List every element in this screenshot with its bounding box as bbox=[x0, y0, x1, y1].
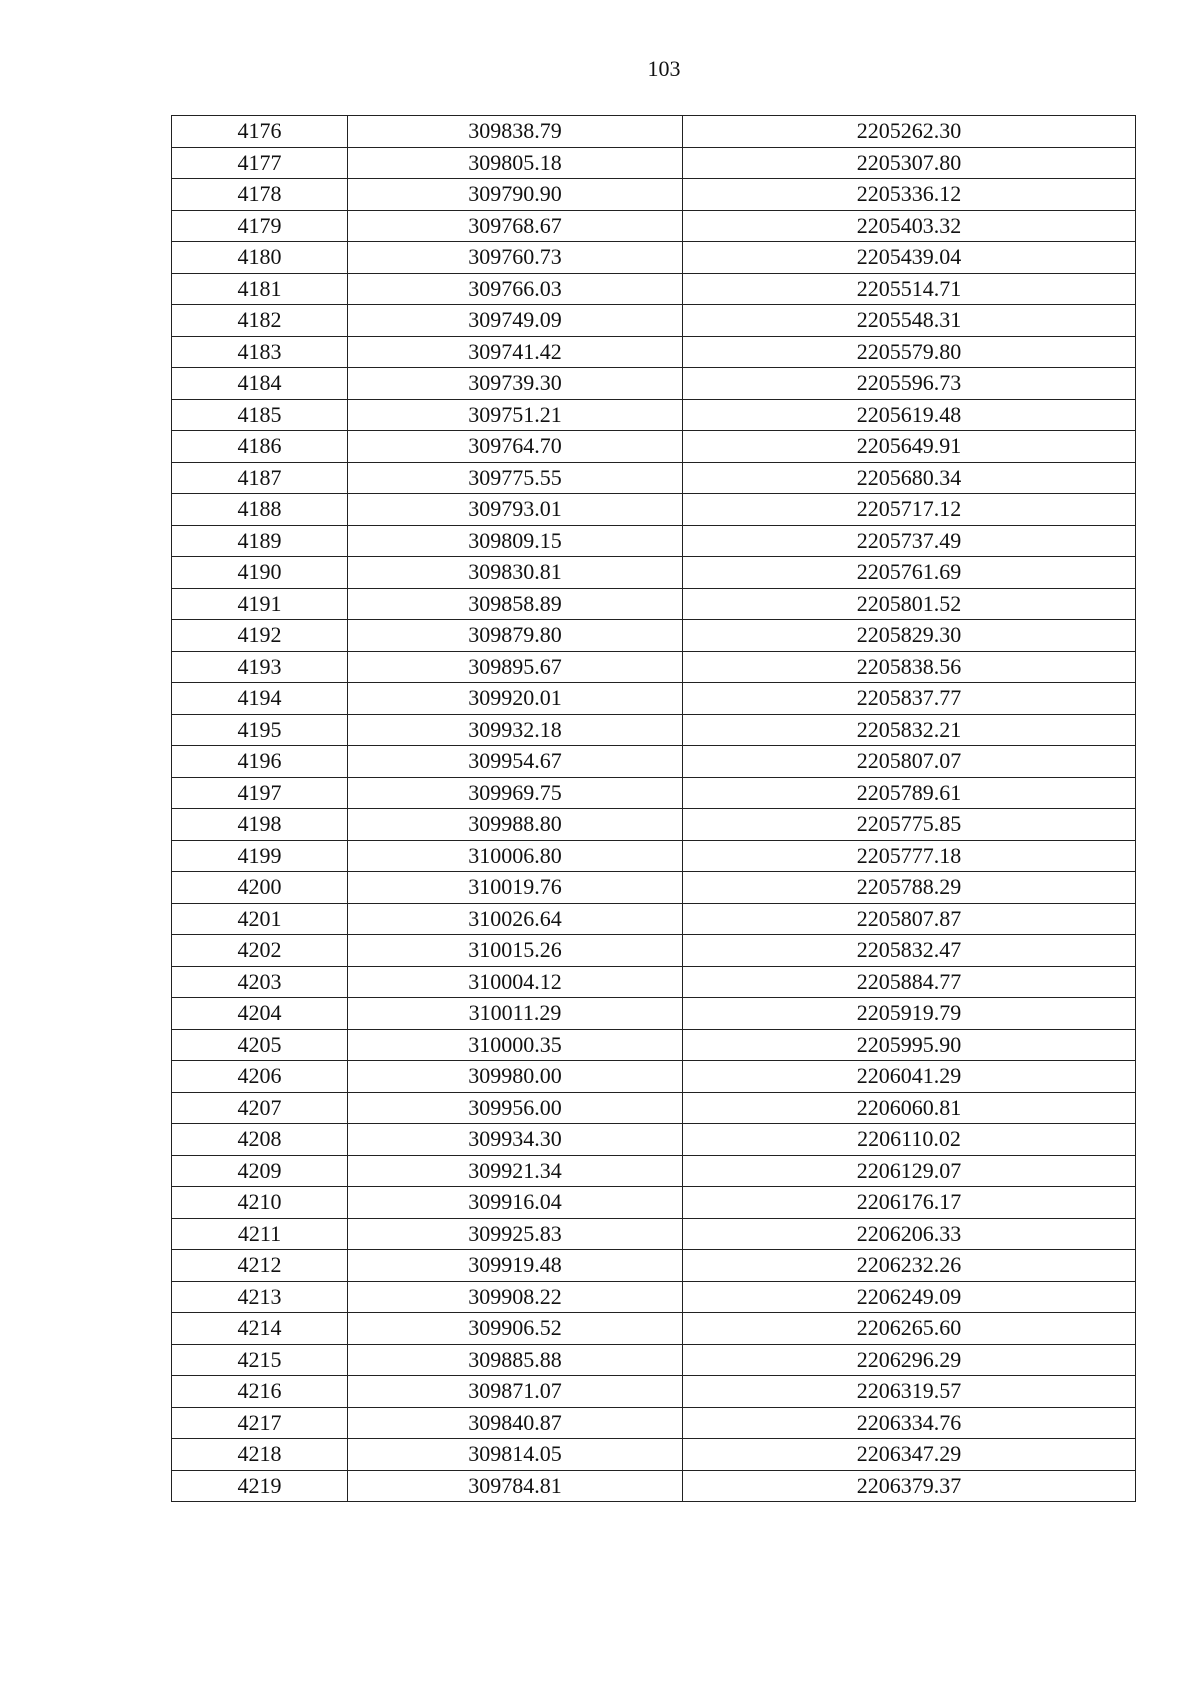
table-row bbox=[172, 368, 1136, 400]
x-coordinate-cell: 309741.42 bbox=[348, 336, 683, 368]
y-coordinate-cell: 2206334.76 bbox=[683, 1407, 1136, 1439]
x-coordinate-cell: 309739.30 bbox=[348, 368, 683, 400]
y-coordinate-cell: 2205807.07 bbox=[683, 746, 1136, 778]
y-coordinate-cell: 2205777.18 bbox=[683, 840, 1136, 872]
point-id-cell: 4206 bbox=[172, 1061, 348, 1093]
point-id-cell: 4219 bbox=[172, 1470, 348, 1502]
y-coordinate-cell: 2205884.77 bbox=[683, 966, 1136, 998]
y-coordinate-cell: 2206379.37 bbox=[683, 1470, 1136, 1502]
point-id-cell: 4177 bbox=[172, 147, 348, 179]
x-coordinate-cell: 309921.34 bbox=[348, 1155, 683, 1187]
point-id-cell: 4201 bbox=[172, 903, 348, 935]
point-id-cell: 4205 bbox=[172, 1029, 348, 1061]
table-row bbox=[172, 1470, 1136, 1502]
table-row bbox=[172, 1439, 1136, 1471]
x-coordinate-cell: 310006.80 bbox=[348, 840, 683, 872]
y-coordinate-cell: 2206296.29 bbox=[683, 1344, 1136, 1376]
point-id-cell: 4204 bbox=[172, 998, 348, 1030]
point-id-cell: 4211 bbox=[172, 1218, 348, 1250]
x-coordinate-cell: 309809.15 bbox=[348, 525, 683, 557]
y-coordinate-cell: 2205832.21 bbox=[683, 714, 1136, 746]
y-coordinate-cell: 2206110.02 bbox=[683, 1124, 1136, 1156]
y-coordinate-cell: 2205596.73 bbox=[683, 368, 1136, 400]
point-id-cell: 4195 bbox=[172, 714, 348, 746]
table-row bbox=[172, 305, 1136, 337]
table-row bbox=[172, 273, 1136, 305]
y-coordinate-cell: 2205919.79 bbox=[683, 998, 1136, 1030]
table-row bbox=[172, 998, 1136, 1030]
y-coordinate-cell: 2206176.17 bbox=[683, 1187, 1136, 1219]
page-number: 103 bbox=[647, 56, 681, 81]
x-coordinate-cell: 309895.67 bbox=[348, 651, 683, 683]
x-coordinate-cell: 309934.30 bbox=[348, 1124, 683, 1156]
y-coordinate-cell: 2206249.09 bbox=[683, 1281, 1136, 1313]
y-coordinate-cell: 2205649.91 bbox=[683, 431, 1136, 463]
x-coordinate-cell: 310026.64 bbox=[348, 903, 683, 935]
x-coordinate-cell: 309916.04 bbox=[348, 1187, 683, 1219]
y-coordinate-cell: 2205680.34 bbox=[683, 462, 1136, 494]
x-coordinate-cell: 309766.03 bbox=[348, 273, 683, 305]
table-row bbox=[172, 903, 1136, 935]
table-row bbox=[172, 1061, 1136, 1093]
table-row bbox=[172, 1155, 1136, 1187]
point-id-cell: 4216 bbox=[172, 1376, 348, 1408]
table-row bbox=[172, 1092, 1136, 1124]
x-coordinate-cell: 310015.26 bbox=[348, 935, 683, 967]
point-id-cell: 4189 bbox=[172, 525, 348, 557]
point-id-cell: 4200 bbox=[172, 872, 348, 904]
x-coordinate-cell: 309760.73 bbox=[348, 242, 683, 274]
table-row bbox=[172, 179, 1136, 211]
x-coordinate-cell: 309871.07 bbox=[348, 1376, 683, 1408]
point-id-cell: 4209 bbox=[172, 1155, 348, 1187]
y-coordinate-cell: 2205579.80 bbox=[683, 336, 1136, 368]
point-id-cell: 4208 bbox=[172, 1124, 348, 1156]
x-coordinate-cell: 309988.80 bbox=[348, 809, 683, 841]
y-coordinate-cell: 2205775.85 bbox=[683, 809, 1136, 841]
y-coordinate-cell: 2205403.32 bbox=[683, 210, 1136, 242]
y-coordinate-cell: 2206041.29 bbox=[683, 1061, 1136, 1093]
table-row bbox=[172, 116, 1136, 148]
point-id-cell: 4213 bbox=[172, 1281, 348, 1313]
y-coordinate-cell: 2206060.81 bbox=[683, 1092, 1136, 1124]
point-id-cell: 4192 bbox=[172, 620, 348, 652]
table-row bbox=[172, 620, 1136, 652]
x-coordinate-cell: 309885.88 bbox=[348, 1344, 683, 1376]
x-coordinate-cell: 309805.18 bbox=[348, 147, 683, 179]
x-coordinate-cell: 310011.29 bbox=[348, 998, 683, 1030]
coordinate-table bbox=[171, 115, 1136, 1502]
table-row bbox=[172, 210, 1136, 242]
y-coordinate-cell: 2206319.57 bbox=[683, 1376, 1136, 1408]
point-id-cell: 4178 bbox=[172, 179, 348, 211]
point-id-cell: 4184 bbox=[172, 368, 348, 400]
y-coordinate-cell: 2206206.33 bbox=[683, 1218, 1136, 1250]
point-id-cell: 4210 bbox=[172, 1187, 348, 1219]
x-coordinate-cell: 309830.81 bbox=[348, 557, 683, 589]
x-coordinate-cell: 309920.01 bbox=[348, 683, 683, 715]
table-row bbox=[172, 746, 1136, 778]
x-coordinate-cell: 309969.75 bbox=[348, 777, 683, 809]
point-id-cell: 4182 bbox=[172, 305, 348, 337]
point-id-cell: 4183 bbox=[172, 336, 348, 368]
y-coordinate-cell: 2205837.77 bbox=[683, 683, 1136, 715]
table-row bbox=[172, 1124, 1136, 1156]
point-id-cell: 4176 bbox=[172, 116, 348, 148]
table-row bbox=[172, 683, 1136, 715]
point-id-cell: 4191 bbox=[172, 588, 348, 620]
x-coordinate-cell: 310019.76 bbox=[348, 872, 683, 904]
table-row bbox=[172, 557, 1136, 589]
y-coordinate-cell: 2205832.47 bbox=[683, 935, 1136, 967]
y-coordinate-cell: 2205262.30 bbox=[683, 116, 1136, 148]
y-coordinate-cell: 2206265.60 bbox=[683, 1313, 1136, 1345]
y-coordinate-cell: 2205439.04 bbox=[683, 242, 1136, 274]
x-coordinate-cell: 309840.87 bbox=[348, 1407, 683, 1439]
y-coordinate-cell: 2205336.12 bbox=[683, 179, 1136, 211]
table-row bbox=[172, 1281, 1136, 1313]
x-coordinate-cell: 309751.21 bbox=[348, 399, 683, 431]
table-row bbox=[172, 966, 1136, 998]
x-coordinate-cell: 310004.12 bbox=[348, 966, 683, 998]
table-row bbox=[172, 1313, 1136, 1345]
x-coordinate-cell: 309768.67 bbox=[348, 210, 683, 242]
table-row bbox=[172, 399, 1136, 431]
y-coordinate-cell: 2206232.26 bbox=[683, 1250, 1136, 1282]
y-coordinate-cell: 2205548.31 bbox=[683, 305, 1136, 337]
coordinate-table-body bbox=[172, 116, 1136, 1502]
x-coordinate-cell: 309764.70 bbox=[348, 431, 683, 463]
x-coordinate-cell: 309775.55 bbox=[348, 462, 683, 494]
table-row bbox=[172, 777, 1136, 809]
table-row bbox=[172, 336, 1136, 368]
y-coordinate-cell: 2205307.80 bbox=[683, 147, 1136, 179]
x-coordinate-cell: 309858.89 bbox=[348, 588, 683, 620]
point-id-cell: 4194 bbox=[172, 683, 348, 715]
point-id-cell: 4185 bbox=[172, 399, 348, 431]
y-coordinate-cell: 2205995.90 bbox=[683, 1029, 1136, 1061]
y-coordinate-cell: 2205737.49 bbox=[683, 525, 1136, 557]
table-row bbox=[172, 1029, 1136, 1061]
x-coordinate-cell: 309879.80 bbox=[348, 620, 683, 652]
x-coordinate-cell: 309932.18 bbox=[348, 714, 683, 746]
table-row bbox=[172, 525, 1136, 557]
point-id-cell: 4217 bbox=[172, 1407, 348, 1439]
point-id-cell: 4215 bbox=[172, 1344, 348, 1376]
y-coordinate-cell: 2206129.07 bbox=[683, 1155, 1136, 1187]
y-coordinate-cell: 2205807.87 bbox=[683, 903, 1136, 935]
x-coordinate-cell: 309790.90 bbox=[348, 179, 683, 211]
x-coordinate-cell: 309925.83 bbox=[348, 1218, 683, 1250]
y-coordinate-cell: 2205717.12 bbox=[683, 494, 1136, 526]
y-coordinate-cell: 2205619.48 bbox=[683, 399, 1136, 431]
point-id-cell: 4187 bbox=[172, 462, 348, 494]
table-row bbox=[172, 1187, 1136, 1219]
x-coordinate-cell: 309908.22 bbox=[348, 1281, 683, 1313]
point-id-cell: 4193 bbox=[172, 651, 348, 683]
point-id-cell: 4212 bbox=[172, 1250, 348, 1282]
point-id-cell: 4179 bbox=[172, 210, 348, 242]
y-coordinate-cell: 2205801.52 bbox=[683, 588, 1136, 620]
table-row bbox=[172, 1250, 1136, 1282]
x-coordinate-cell: 309956.00 bbox=[348, 1092, 683, 1124]
y-coordinate-cell: 2205789.61 bbox=[683, 777, 1136, 809]
y-coordinate-cell: 2205761.69 bbox=[683, 557, 1136, 589]
x-coordinate-cell: 309954.67 bbox=[348, 746, 683, 778]
point-id-cell: 4196 bbox=[172, 746, 348, 778]
x-coordinate-cell: 309784.81 bbox=[348, 1470, 683, 1502]
point-id-cell: 4198 bbox=[172, 809, 348, 841]
point-id-cell: 4186 bbox=[172, 431, 348, 463]
table-row bbox=[172, 431, 1136, 463]
point-id-cell: 4207 bbox=[172, 1092, 348, 1124]
point-id-cell: 4202 bbox=[172, 935, 348, 967]
point-id-cell: 4188 bbox=[172, 494, 348, 526]
x-coordinate-cell: 309793.01 bbox=[348, 494, 683, 526]
x-coordinate-cell: 309814.05 bbox=[348, 1439, 683, 1471]
table-row bbox=[172, 1218, 1136, 1250]
table-row bbox=[172, 1407, 1136, 1439]
x-coordinate-cell: 309749.09 bbox=[348, 305, 683, 337]
point-id-cell: 4214 bbox=[172, 1313, 348, 1345]
y-coordinate-cell: 2205514.71 bbox=[683, 273, 1136, 305]
table-row bbox=[172, 494, 1136, 526]
table-row bbox=[172, 1344, 1136, 1376]
x-coordinate-cell: 309906.52 bbox=[348, 1313, 683, 1345]
table-row bbox=[172, 1376, 1136, 1408]
point-id-cell: 4197 bbox=[172, 777, 348, 809]
table-row bbox=[172, 935, 1136, 967]
point-id-cell: 4199 bbox=[172, 840, 348, 872]
y-coordinate-cell: 2205829.30 bbox=[683, 620, 1136, 652]
x-coordinate-cell: 309919.48 bbox=[348, 1250, 683, 1282]
table-row bbox=[172, 462, 1136, 494]
table-row bbox=[172, 242, 1136, 274]
table-row bbox=[172, 714, 1136, 746]
table-row bbox=[172, 840, 1136, 872]
table-row bbox=[172, 872, 1136, 904]
y-coordinate-cell: 2206347.29 bbox=[683, 1439, 1136, 1471]
x-coordinate-cell: 310000.35 bbox=[348, 1029, 683, 1061]
y-coordinate-cell: 2205838.56 bbox=[683, 651, 1136, 683]
x-coordinate-cell: 309838.79 bbox=[348, 116, 683, 148]
point-id-cell: 4203 bbox=[172, 966, 348, 998]
point-id-cell: 4181 bbox=[172, 273, 348, 305]
table-row bbox=[172, 147, 1136, 179]
table-row bbox=[172, 588, 1136, 620]
x-coordinate-cell: 309980.00 bbox=[348, 1061, 683, 1093]
table-row bbox=[172, 651, 1136, 683]
table-row bbox=[172, 809, 1136, 841]
y-coordinate-cell: 2205788.29 bbox=[683, 872, 1136, 904]
point-id-cell: 4190 bbox=[172, 557, 348, 589]
point-id-cell: 4218 bbox=[172, 1439, 348, 1471]
point-id-cell: 4180 bbox=[172, 242, 348, 274]
